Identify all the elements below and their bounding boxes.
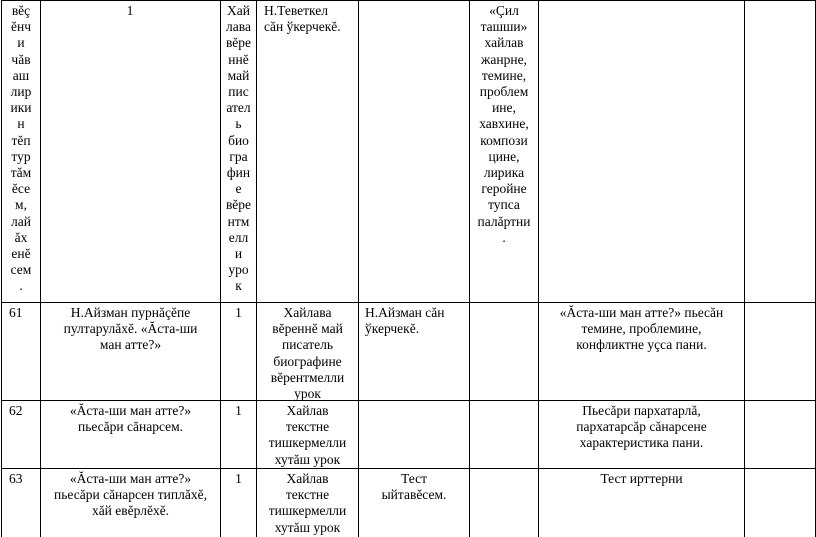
grid-line (40, 0, 41, 537)
grid-line (744, 0, 745, 537)
lesson-type-cell: Хайлав текстне тишкермелли хутăш урок (268, 403, 347, 467)
topic-cell: «Ăста-ши ман атте?» пьесăри сăнарсем. (69, 403, 192, 435)
lesson-type-cell: Хай лава вĕре ннĕ май пис ател ь био гра фин е вĕре нтм елл и уро к (225, 3, 252, 294)
row-number: 61 (9, 305, 23, 320)
lesson-type-cell: Хайлава вĕреннĕ май писатель биографине вĕрентмелли урок (270, 305, 345, 402)
control-cell: Тест ыйтавĕсем. (381, 471, 447, 503)
content-cell: «Ăста-ши ман атте?» пьесăн темине, проблемине, конфликтне уçса пани. (559, 305, 724, 353)
row-number: 63 (9, 471, 23, 486)
hours-cell: 1 (235, 305, 242, 320)
content-cell: «Çил ташши» хайлав жанрне, темине, проблем ине, хавхине, компози цине, лирика геройне тупса палăртни . (477, 3, 531, 245)
grid-line (1, 0, 816, 1)
topic-cell: Н.Айзман пурнăçĕпе пултарулăхĕ. «Ăста-ши ман атте?» (63, 305, 198, 353)
hours-cell: 1 (235, 471, 242, 486)
hours-cell: 1 (126, 3, 134, 18)
content-cell: Пьесăри пархатарлă, пархатарсăр сăнарсене характеристика пани. (576, 403, 707, 451)
lesson-type-cell: Хайлав текстне тишкермелли хутăш урок (268, 471, 347, 535)
control-cell: Н.Теветкел сăн ўкерчекĕ. (264, 3, 341, 35)
grid-line (538, 0, 539, 537)
grid-line (1, 302, 816, 303)
grid-line (1, 400, 816, 401)
control-cell: Н.Айзман сăн ўкерчекĕ. (365, 305, 445, 337)
grid-line (1, 468, 816, 469)
content-cell: Тест ирттерни (600, 471, 683, 486)
topic-cell: вĕç ĕнч и чăв аш лир ики н тĕп тур тăм ĕсе м, лай ăх енĕ сем . (10, 3, 32, 294)
hours-cell: 1 (235, 403, 242, 418)
topic-cell: «Ăста-ши ман атте?» пьесăри сăнарсен типлăхĕ, хăй евĕрлĕхĕ. (54, 471, 207, 519)
grid-line (358, 0, 359, 537)
row-number: 62 (9, 403, 23, 418)
